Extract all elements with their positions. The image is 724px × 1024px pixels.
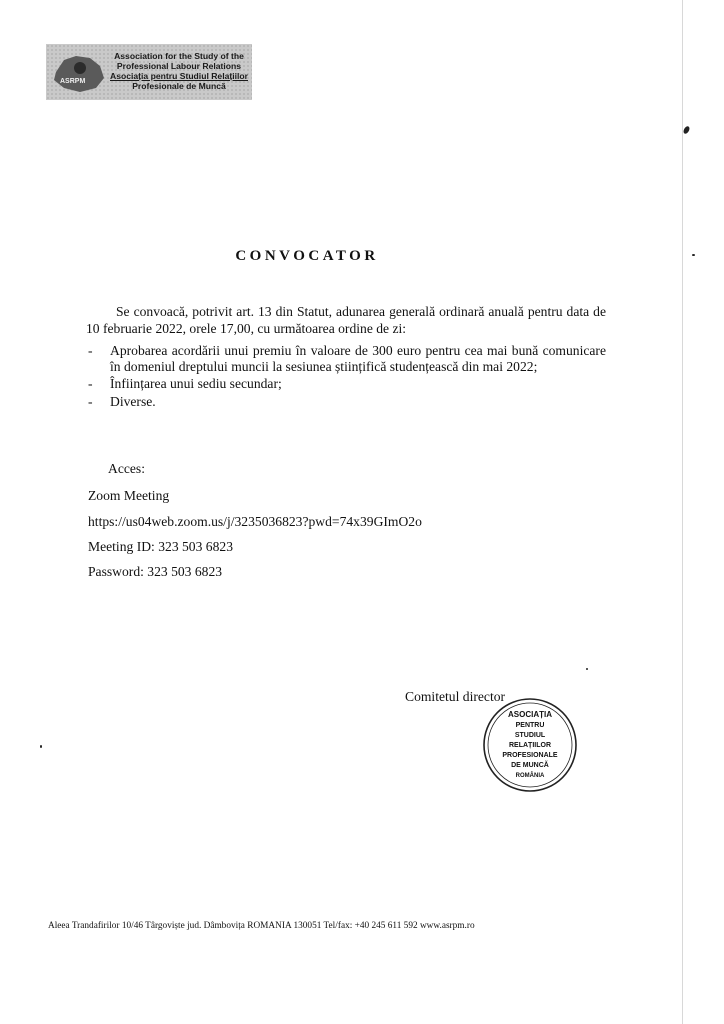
scan-mark xyxy=(692,254,695,256)
agenda-list xyxy=(86,343,606,409)
scan-mark xyxy=(40,745,42,748)
stamp-line: PENTRU xyxy=(515,722,545,729)
scan-edge-line xyxy=(682,0,683,1024)
zoom-url-link[interactable]: https://us04web.zoom.us/j/3235036823?pwd=74x39GImO2o xyxy=(88,514,422,529)
stamp-line: ROMÂNIA xyxy=(515,773,545,779)
association-stamp xyxy=(478,695,584,795)
stamp-line: PROFESIONALE xyxy=(502,752,558,759)
association-logo xyxy=(46,44,252,100)
agenda-item: - Diverse. xyxy=(86,394,606,410)
meeting-password: Password: 323 503 6823 xyxy=(88,564,223,579)
agenda-item: - Înființarea unui sediu secundar; xyxy=(86,376,606,392)
stamp-line: DE MUNCĂ xyxy=(511,762,549,769)
logo-name-ro-1: Asociația pentru Studiul Relațiilor xyxy=(110,71,248,81)
logo-name-en-2: Professional Labour Relations xyxy=(116,61,242,71)
signature-committee: Comitetul director xyxy=(405,689,506,704)
logo-name-ro-2: Profesionale de Muncă xyxy=(132,81,226,91)
intro-paragraph: Se convoacă, potrivit art. 13 din Statut, adunarea generală ordinară anuală pentru data de 10 februarie 2022, orele 17,00, cu următoarea ordine de zi: xyxy=(86,304,606,336)
meeting-id: Meeting ID: 323 503 6823 xyxy=(88,539,233,554)
scan-mark xyxy=(682,125,690,134)
scan-mark xyxy=(586,668,588,670)
romania-map-emblem-icon xyxy=(50,50,108,96)
logo-emblem-text: ASRPM xyxy=(60,78,86,85)
zoom-platform: Zoom Meeting xyxy=(88,488,170,503)
footer-address: Aleea Trandafirilor 10/46 Târgoviște jud. Dâmbovița ROMANIA 130051 Tel/fax: +40 245 611 592 www.asrpm.ro xyxy=(48,921,475,931)
stamp-line: ASOCIAȚIA xyxy=(508,710,552,719)
document-title: CONVOCATOR xyxy=(235,248,379,264)
logo-text xyxy=(106,51,252,91)
access-heading: Acces: xyxy=(108,461,145,476)
logo-name-en-1: Association for the Study of the xyxy=(114,51,244,61)
agenda-item: - Aprobarea acordării unui premiu în valoare de 300 euro pentru cea mai bună comunicare în domeniul dreptului muncii la sesiunea științifică studențească din mai 2022; xyxy=(86,343,606,374)
stamp-line: RELAȚIILOR xyxy=(509,742,551,749)
document-body xyxy=(86,303,606,411)
stamp-line: STUDIUL xyxy=(514,732,546,739)
